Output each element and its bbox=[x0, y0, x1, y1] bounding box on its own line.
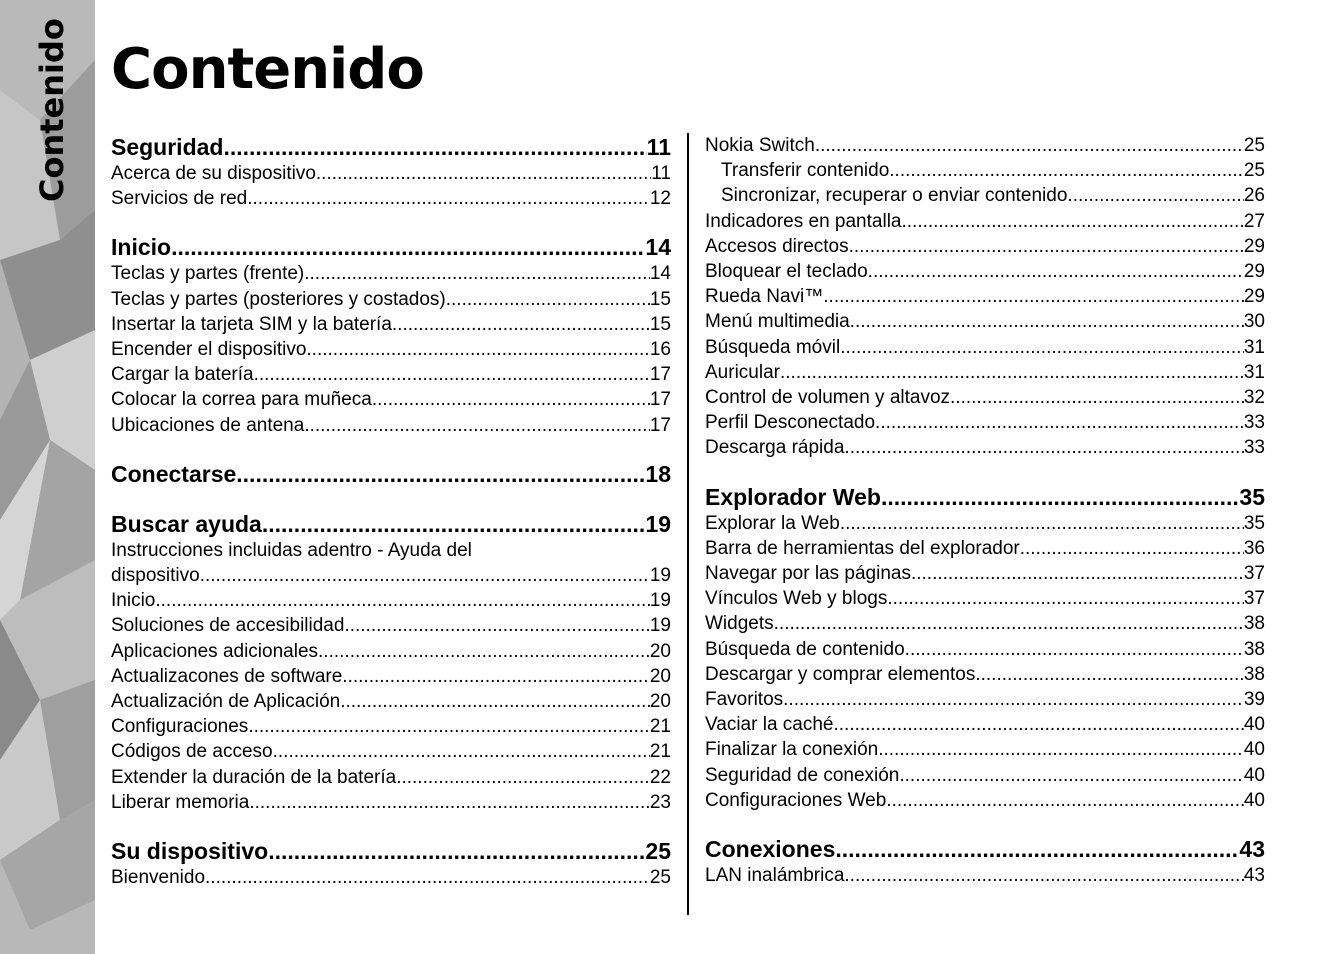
toc-leader-dots bbox=[849, 234, 1244, 259]
toc-leader-dots bbox=[774, 611, 1244, 636]
toc-leader-dots bbox=[249, 790, 650, 815]
toc-leader-dots bbox=[392, 312, 650, 337]
toc-entry-label: Control de volumen y altavoz bbox=[705, 387, 951, 409]
toc-page-number: 25 bbox=[649, 867, 671, 889]
toc-entry[interactable] bbox=[705, 133, 1265, 158]
toc-page-number: 38 bbox=[1243, 663, 1265, 685]
toc-page-number: 25 bbox=[645, 838, 671, 865]
toc-page-number: 17 bbox=[649, 364, 671, 386]
toc-entry[interactable] bbox=[705, 763, 1265, 788]
toc-entry[interactable] bbox=[705, 511, 1265, 536]
toc-leader-dots bbox=[889, 158, 1244, 183]
toc-entry-label: Conectarse bbox=[111, 460, 237, 487]
toc-entry-label: Aplicaciones adicionales bbox=[111, 640, 319, 662]
toc-entry-label: Búsqueda de contenido bbox=[705, 638, 905, 660]
toc-entry-label: Configuraciones bbox=[111, 716, 249, 738]
toc-entry-label: Nokia Switch bbox=[705, 135, 815, 156]
toc-leader-dots bbox=[200, 563, 650, 588]
toc-leader-dots bbox=[342, 664, 650, 689]
toc-entry[interactable] bbox=[705, 712, 1265, 737]
toc-entry-label: Navegar por las páginas bbox=[705, 563, 911, 585]
toc-leader-dots bbox=[850, 309, 1244, 334]
toc-entry[interactable] bbox=[111, 765, 671, 790]
toc-entry[interactable] bbox=[705, 234, 1265, 259]
toc-subentry[interactable] bbox=[705, 183, 1265, 208]
toc-page-number: 26 bbox=[1243, 185, 1265, 207]
toc-section-entry[interactable] bbox=[111, 233, 671, 261]
toc-leader-dots bbox=[344, 613, 649, 638]
toc-entry[interactable] bbox=[705, 284, 1265, 309]
toc-leader-dots bbox=[262, 510, 646, 538]
toc-leader-dots bbox=[306, 337, 649, 362]
toc-page-number: 43 bbox=[1239, 836, 1265, 863]
toc-section-entry[interactable] bbox=[111, 837, 671, 865]
toc-leader-dots bbox=[886, 788, 1244, 813]
toc-entry-label: Vaciar la caché bbox=[705, 714, 834, 736]
toc-subentry[interactable] bbox=[705, 158, 1265, 183]
column-divider bbox=[687, 133, 689, 915]
toc-entry-label: Bienvenido bbox=[111, 867, 206, 889]
toc-entry[interactable] bbox=[705, 259, 1265, 284]
toc-section-entry[interactable] bbox=[111, 133, 671, 161]
toc-page-number: 25 bbox=[1243, 160, 1265, 182]
toc-entry[interactable] bbox=[111, 186, 671, 211]
toc-leader-dots bbox=[875, 410, 1244, 435]
toc-page-number: 35 bbox=[1239, 483, 1265, 510]
toc-entry[interactable] bbox=[111, 588, 671, 613]
toc-leader-dots bbox=[340, 689, 650, 714]
toc-page-number: 40 bbox=[1243, 764, 1265, 786]
toc-entry-label: Widgets bbox=[705, 613, 774, 635]
toc-entry-label: Encender el dispositivo bbox=[111, 339, 307, 361]
toc-entry-label: Rueda Navi™ bbox=[705, 286, 824, 308]
toc-leader-dots bbox=[834, 712, 1244, 737]
toc-leader-dots bbox=[881, 483, 1239, 511]
toc-entry-label: Actualización de Aplicación bbox=[111, 691, 341, 713]
toc-leader-dots bbox=[268, 837, 645, 865]
toc-page-number: 16 bbox=[649, 339, 671, 361]
toc-page-number: 39 bbox=[1243, 689, 1265, 711]
toc-page-number: 33 bbox=[1243, 437, 1265, 459]
toc-page-number: 32 bbox=[1243, 387, 1265, 409]
page-title: Contenido bbox=[111, 37, 424, 102]
toc-section-entry[interactable] bbox=[705, 835, 1265, 863]
toc-entry[interactable] bbox=[111, 261, 671, 286]
toc-leader-dots bbox=[248, 714, 650, 739]
toc-entry[interactable] bbox=[705, 410, 1265, 435]
toc-page-number: 19 bbox=[649, 565, 671, 587]
toc-leader-dots bbox=[887, 586, 1244, 611]
toc-entry-label: Transferir contenido bbox=[721, 160, 890, 182]
toc-entry-label: Bloquear el teclado bbox=[705, 261, 868, 283]
toc-entry-label: Seguridad bbox=[111, 134, 224, 160]
toc-entry-label: Explorador Web bbox=[705, 483, 881, 510]
toc-entry-label: Insertar la tarjeta SIM y la batería bbox=[111, 313, 392, 335]
toc-section-entry[interactable] bbox=[111, 460, 671, 488]
toc-entry[interactable] bbox=[111, 287, 671, 312]
toc-right-column bbox=[705, 133, 1265, 888]
toc-leader-dots bbox=[868, 259, 1244, 284]
toc-entry-label: Actualizacones de software bbox=[111, 665, 343, 687]
toc-entry-wrapped-line[interactable] bbox=[111, 538, 671, 563]
toc-entry-label: Soluciones de accesibilidad bbox=[111, 615, 345, 637]
toc-page-number: 33 bbox=[1243, 412, 1265, 434]
toc-page-number: 15 bbox=[649, 288, 671, 310]
toc-leader-dots bbox=[304, 413, 650, 438]
toc-section-entry[interactable] bbox=[111, 510, 671, 538]
toc-entry-label: Favoritos bbox=[705, 689, 784, 711]
toc-leader-dots bbox=[254, 362, 650, 387]
toc-leader-dots bbox=[446, 287, 650, 312]
toc-entry-label: Sincronizar, recuperar o enviar contenido bbox=[721, 185, 1068, 207]
toc-page-number: 20 bbox=[649, 691, 671, 713]
toc-entry-label: Teclas y partes (posteriores y costados) bbox=[111, 288, 446, 310]
toc-entry-label: Explorar la Web bbox=[705, 512, 840, 534]
toc-entry-label: Descargar y comprar elementos bbox=[705, 663, 976, 685]
toc-page-number: 11 bbox=[651, 163, 671, 184]
toc-entry-label: Inicio bbox=[111, 590, 156, 612]
toc-page-number: 36 bbox=[1243, 537, 1265, 559]
toc-entry[interactable] bbox=[705, 687, 1265, 712]
toc-leader-dots bbox=[878, 737, 1244, 762]
toc-leader-dots bbox=[899, 763, 1243, 788]
toc-leader-dots bbox=[396, 765, 650, 790]
toc-page-number: 43 bbox=[1243, 865, 1265, 887]
toc-leader-dots bbox=[911, 561, 1244, 586]
toc-entry[interactable] bbox=[111, 714, 671, 739]
toc-page-number: 15 bbox=[649, 313, 671, 335]
toc-entry[interactable] bbox=[705, 335, 1265, 360]
toc-entry[interactable] bbox=[705, 611, 1265, 636]
toc-entry-label: Menú multimedia bbox=[705, 311, 850, 333]
toc-leader-dots bbox=[905, 637, 1244, 662]
toc-entry-label: Búsqueda móvil bbox=[705, 336, 841, 358]
toc-entry[interactable] bbox=[705, 360, 1265, 385]
toc-entry-label: Finalizar la conexión bbox=[705, 739, 879, 761]
toc-page-number: 20 bbox=[649, 665, 671, 687]
toc-leader-dots bbox=[273, 739, 650, 764]
toc-entry[interactable] bbox=[705, 586, 1265, 611]
toc-leader-dots bbox=[318, 639, 650, 664]
toc-entry[interactable] bbox=[705, 662, 1265, 687]
toc-leader-dots bbox=[247, 186, 650, 211]
toc-entry[interactable] bbox=[705, 788, 1265, 813]
toc-leader-dots bbox=[840, 511, 1244, 536]
toc-leader-dots bbox=[815, 133, 1244, 158]
toc-leader-dots bbox=[950, 385, 1244, 410]
toc-page-number: 25 bbox=[1243, 135, 1265, 156]
toc-entry-label: Auricular bbox=[705, 361, 780, 383]
toc-entry-label: LAN inalámbrica bbox=[705, 865, 845, 887]
toc-entry[interactable] bbox=[705, 737, 1265, 762]
toc-entry-label: Configuraciones Web bbox=[705, 789, 887, 811]
toc-page-number: 17 bbox=[649, 414, 671, 436]
toc-entry[interactable] bbox=[111, 639, 671, 664]
toc-page-number: 19 bbox=[645, 510, 671, 537]
toc-entry-label: Seguridad de conexión bbox=[705, 764, 900, 786]
toc-entry-label: Accesos directos bbox=[705, 235, 849, 257]
toc-page-number: 29 bbox=[1243, 261, 1265, 283]
toc-leader-dots bbox=[823, 284, 1244, 309]
toc-leader-dots bbox=[780, 360, 1244, 385]
toc-entry-label: Barra de herramientas del explorador bbox=[705, 537, 1020, 559]
toc-page-number: 19 bbox=[649, 590, 671, 612]
toc-entry[interactable] bbox=[111, 664, 671, 689]
toc-entry[interactable] bbox=[705, 561, 1265, 586]
toc-leader-dots bbox=[372, 387, 650, 412]
toc-entry[interactable] bbox=[111, 790, 671, 815]
toc-entry-label: Teclas y partes (frente) bbox=[111, 263, 305, 285]
toc-entry-label: Descarga rápida bbox=[705, 437, 845, 459]
toc-leader-dots bbox=[155, 588, 650, 613]
toc-entry-label: dispositivo bbox=[111, 565, 200, 587]
toc-section-entry[interactable] bbox=[705, 483, 1265, 511]
toc-entry-label: Colocar la correa para muñeca bbox=[111, 389, 372, 411]
toc-entry-label: Liberar memoria bbox=[111, 791, 250, 813]
toc-entry-label: Su dispositivo bbox=[111, 838, 269, 865]
toc-leader-dots bbox=[844, 863, 1243, 888]
toc-page-number: 18 bbox=[645, 460, 671, 487]
toc-entry[interactable] bbox=[111, 337, 671, 362]
toc-leader-dots bbox=[304, 261, 650, 286]
toc-leader-dots bbox=[840, 335, 1244, 360]
toc-entry-label: Cargar la batería bbox=[111, 364, 254, 386]
toc-entry[interactable] bbox=[111, 563, 671, 588]
toc-entry[interactable] bbox=[705, 309, 1265, 334]
toc-page-number: 31 bbox=[1243, 361, 1265, 383]
toc-entry[interactable] bbox=[111, 865, 671, 890]
toc-entry-label: Perfil Desconectado bbox=[705, 412, 876, 434]
side-section-label: Contenido bbox=[33, 18, 71, 202]
toc-leader-dots bbox=[1020, 536, 1244, 561]
toc-page-number: 38 bbox=[1243, 638, 1265, 660]
toc-page-number: 38 bbox=[1243, 613, 1265, 635]
toc-entry[interactable] bbox=[705, 209, 1265, 234]
toc-entry-label: Indicadores en pantalla bbox=[705, 210, 902, 232]
toc-entry-label: Ubicaciones de antena bbox=[111, 414, 305, 436]
toc-left-column bbox=[111, 133, 671, 890]
toc-page-number: 14 bbox=[649, 263, 671, 285]
toc-entry[interactable] bbox=[111, 312, 671, 337]
toc-leader-dots bbox=[975, 662, 1244, 687]
toc-entry[interactable] bbox=[111, 613, 671, 638]
toc-entry-label: Vínculos Web y blogs bbox=[705, 588, 888, 610]
toc-leader-dots bbox=[835, 835, 1239, 863]
toc-page-number: 29 bbox=[1243, 286, 1265, 308]
toc-entry-label: Extender la duración de la batería bbox=[111, 766, 397, 788]
toc-page-number: 21 bbox=[649, 741, 671, 763]
toc-page-number: 35 bbox=[1243, 512, 1265, 534]
toc-entry[interactable] bbox=[111, 161, 671, 186]
toc-entry-label: Conexiones bbox=[705, 836, 836, 863]
toc-leader-dots bbox=[316, 161, 651, 186]
toc-entry[interactable] bbox=[705, 637, 1265, 662]
toc-leader-dots bbox=[1067, 183, 1243, 208]
toc-page-number: 17 bbox=[649, 389, 671, 411]
toc-leader-dots bbox=[171, 233, 645, 261]
toc-page-number: 31 bbox=[1243, 336, 1265, 358]
toc-entry-label: Servicios de red bbox=[111, 188, 248, 210]
toc-page-number: 23 bbox=[649, 791, 671, 813]
toc-leader-dots bbox=[844, 435, 1243, 460]
toc-entry-label: Inicio bbox=[111, 234, 172, 261]
toc-page-number: 22 bbox=[649, 766, 671, 788]
toc-page-number: 29 bbox=[1243, 235, 1265, 257]
toc-page-number: 21 bbox=[649, 716, 671, 738]
toc-page-number: 27 bbox=[1243, 210, 1265, 232]
toc-entry-label: Buscar ayuda bbox=[111, 510, 262, 537]
toc-entry[interactable] bbox=[705, 863, 1265, 888]
toc-leader-dots bbox=[223, 133, 646, 161]
toc-entry[interactable] bbox=[111, 362, 671, 387]
toc-page-number: 30 bbox=[1243, 311, 1265, 333]
toc-page-number: 14 bbox=[645, 234, 671, 261]
toc-page-number: 40 bbox=[1243, 714, 1265, 736]
toc-entry[interactable] bbox=[111, 689, 671, 714]
toc-leader-dots bbox=[236, 460, 645, 488]
toc-leader-dots bbox=[901, 209, 1243, 234]
toc-entry-label: Acerca de su dispositivo bbox=[111, 163, 316, 184]
toc-leader-dots bbox=[205, 865, 650, 890]
toc-page-number: 20 bbox=[649, 640, 671, 662]
toc-entry[interactable] bbox=[111, 739, 671, 764]
toc-page-number: 11 bbox=[646, 134, 671, 160]
toc-entry[interactable] bbox=[111, 387, 671, 412]
toc-page-number: 12 bbox=[649, 188, 671, 210]
toc-entry[interactable] bbox=[705, 536, 1265, 561]
toc-entry-label: Instrucciones incluidas adentro - Ayuda del bbox=[111, 539, 472, 561]
toc-entry-label: Códigos de acceso bbox=[111, 741, 273, 763]
toc-entry[interactable] bbox=[705, 435, 1265, 460]
toc-entry[interactable] bbox=[111, 413, 671, 438]
toc-page-number: 40 bbox=[1243, 739, 1265, 761]
toc-page-number: 37 bbox=[1243, 563, 1265, 585]
toc-page-number: 19 bbox=[649, 615, 671, 637]
toc-leader-dots bbox=[783, 687, 1244, 712]
toc-entry[interactable] bbox=[705, 385, 1265, 410]
toc-page-number: 37 bbox=[1243, 588, 1265, 610]
toc-page-number: 40 bbox=[1243, 789, 1265, 811]
